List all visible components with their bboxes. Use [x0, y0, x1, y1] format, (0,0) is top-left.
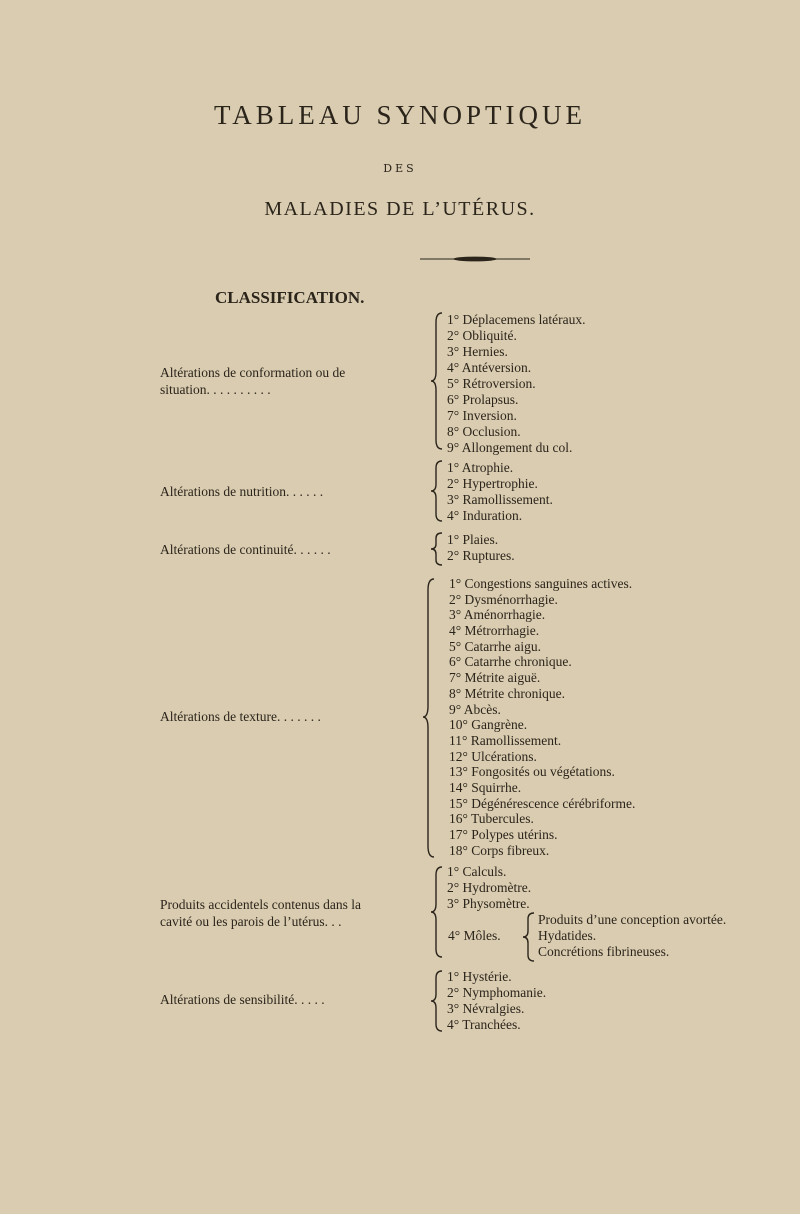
brace	[422, 578, 436, 858]
brace	[430, 532, 444, 566]
list-item: 12° Ulcérations.	[449, 748, 537, 764]
section-label-line: Produits accidentels contenus dans la	[160, 897, 361, 912]
list-item: 3° Névralgies.	[447, 1001, 525, 1016]
brace	[430, 866, 444, 958]
list-item: Hydatides.	[538, 928, 597, 943]
section-label-nutrition	[160, 483, 420, 500]
list-item: 5° Rétroversion.	[447, 376, 536, 391]
list-item: 1° Atrophie.	[447, 460, 514, 475]
list-item: 17° Polypes utérins.	[449, 827, 558, 842]
classification-heading: CLASSIFICATION.	[215, 288, 365, 307]
subtitle: MALADIES DE L’UTÉRUS.	[264, 198, 536, 220]
list-item: 15° Dégénérescence cérébriforme.	[449, 795, 636, 811]
list-item: 6° Catarrhe chronique.	[449, 654, 572, 670]
list-item: 8° Occlusion.	[447, 424, 521, 439]
list-item: 2° Obliquité.	[447, 328, 517, 343]
list-item: 3° Physomètre.	[447, 896, 530, 911]
items-nutrition	[447, 460, 553, 524]
list-item: 1° Plaies.	[447, 532, 499, 547]
list-item: 3° Ramollissement.	[447, 492, 553, 507]
items-moles	[538, 912, 726, 960]
list-item: 4° Antéversion.	[447, 360, 532, 375]
brace	[430, 312, 444, 450]
list-item: 2° Ruptures.	[447, 548, 515, 563]
list-item: 4° Tranchées.	[447, 1017, 521, 1032]
list-item: 14° Squirrhe.	[449, 779, 522, 795]
items-texture	[449, 576, 635, 858]
list-item: 2° Nymphomanie.	[447, 985, 547, 1000]
section-label-line: Altérations de nutrition. . . . . .	[160, 484, 324, 499]
items-continuite	[447, 532, 515, 564]
list-item: 1° Congestions sanguines actives.	[449, 576, 633, 591]
section-label-conformation	[160, 364, 420, 398]
list-item: 5° Catarrhe aigu.	[449, 638, 541, 654]
section-label-line: Altérations de texture. . . . . . .	[160, 709, 321, 724]
list-item: 4° Métrorrhagie.	[449, 623, 540, 639]
list-item: 1° Calculs.	[447, 864, 507, 879]
list-item: 9° Abcès.	[449, 701, 501, 717]
section-label-line: situation. . . . . . . . . .	[160, 382, 271, 397]
title-des: DES	[383, 162, 417, 175]
section-label-sensibilite	[160, 991, 420, 1008]
list-item: 7° Métrite aiguë.	[449, 670, 541, 686]
list-item: 2° Dysménorrhagie.	[449, 591, 558, 607]
list-item: 18° Corps fibreux.	[449, 842, 550, 858]
list-item: 8° Métrite chronique.	[449, 685, 565, 701]
list-item: 13° Fongosités ou végétations.	[449, 764, 615, 780]
list-item: 4° Induration.	[447, 508, 523, 523]
section-label-line: Altérations de continuité. . . . . .	[160, 542, 331, 557]
section-label-line: Altérations de conformation ou de	[160, 365, 346, 380]
list-item: 6° Prolapsus.	[447, 392, 519, 407]
list-item: 3° Aménorrhagie.	[449, 607, 546, 623]
items-conformation	[447, 312, 585, 456]
title: TABLEAU SYNOPTIQUE	[213, 100, 587, 130]
list-item: 11° Ramollissement.	[449, 732, 562, 748]
list-item: 10° Gangrène.	[449, 717, 528, 733]
brace	[430, 970, 444, 1032]
brace	[430, 460, 444, 522]
section-label-continuite	[160, 541, 420, 558]
list-item: 2° Hydromètre.	[447, 880, 532, 895]
list-item: Produits d’une conception avortée.	[538, 912, 727, 927]
section-label-line: Altérations de sensibilité. . . . .	[160, 992, 325, 1007]
items-sensibilite	[447, 969, 546, 1033]
items-produits	[447, 864, 531, 912]
moles-label: 4° Môles.	[448, 928, 501, 943]
list-item: 9° Allongement du col.	[447, 440, 573, 455]
list-item: Concrétions fibrineuses.	[538, 944, 670, 959]
list-item: 2° Hypertrophie.	[447, 476, 538, 491]
ornamental-rule	[420, 256, 530, 262]
brace	[522, 912, 536, 962]
list-item: 16° Tubercules.	[449, 811, 534, 827]
section-label-line: cavité ou les parois de l’utérus. . .	[160, 914, 342, 929]
list-item: 7° Inversion.	[447, 408, 517, 423]
list-item: 1° Hystérie.	[447, 969, 512, 984]
section-label-produits	[160, 896, 420, 930]
list-item: 1° Déplacemens latéraux.	[447, 312, 586, 327]
section-label-texture	[160, 708, 420, 725]
list-item: 3° Hernies.	[447, 344, 508, 359]
